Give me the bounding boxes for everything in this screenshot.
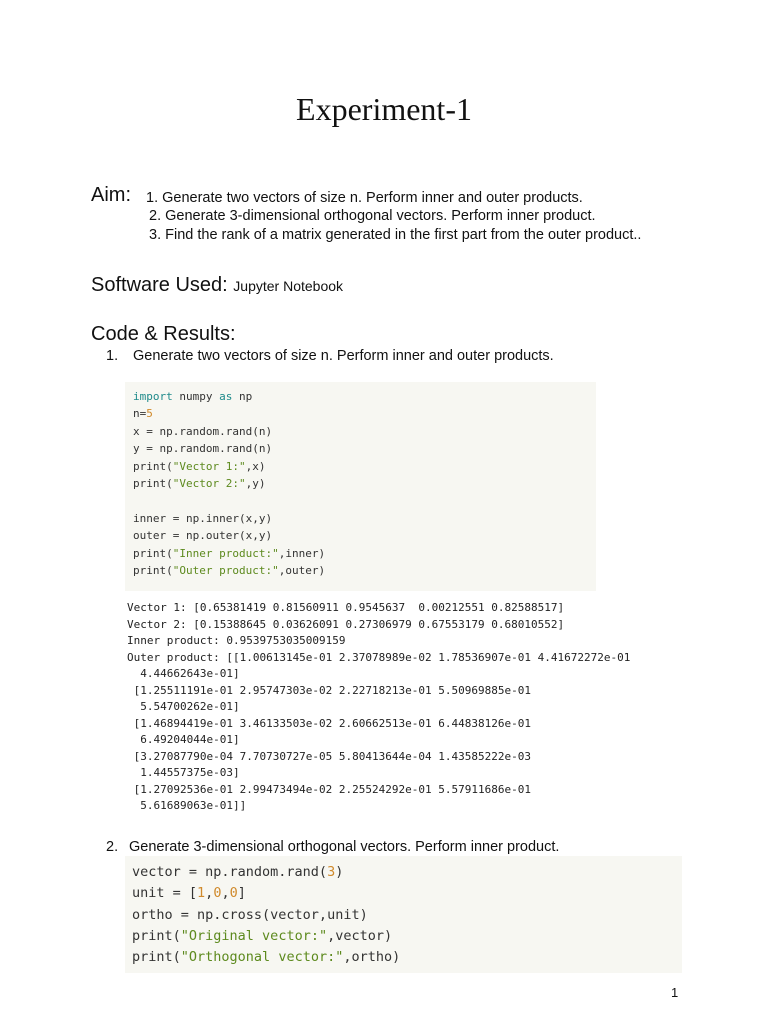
code-block-2 (125, 856, 682, 973)
output-line: [1.25511191e-01 2.95747303e-02 2.22718213e-01 5.50969885e-01 (127, 683, 531, 697)
aim-label: Aim: (91, 184, 131, 206)
software-used (91, 274, 343, 297)
step-1 (106, 348, 554, 364)
code-results-heading: Code & Results: (91, 323, 236, 345)
page-title: Experiment-1 (296, 91, 472, 127)
output-line: Vector 2: [0.15388645 0.03626091 0.27306979 0.67553179 0.68010552] (127, 617, 565, 631)
code-line: n=5 (133, 407, 153, 421)
code-line: x = np.random.rand(n) (133, 424, 273, 438)
output-line: Inner product: 0.9539753035009159 (127, 634, 346, 647)
step-2-number: 2. (106, 839, 119, 855)
aim-item-2: 2. Generate 3-dimensional orthogonal vectors. Perform inner product. (149, 208, 596, 224)
code-line: import numpy as np (133, 390, 253, 403)
output-line: [1.27092536e-01 2.99473494e-02 2.25524292e-01 5.57911686e-01 (127, 782, 531, 796)
code-line: print("Inner product:",inner) (133, 546, 326, 560)
code-blank-line (133, 492, 588, 509)
output-line: 5.61689063e-01]] (127, 799, 247, 812)
output-line: 6.49204044e-01] (127, 733, 240, 746)
step-1-number: 1. (106, 348, 119, 364)
code-line: vector = np.random.rand(3) (132, 864, 344, 880)
output-line: 1.44557375e-03] (127, 766, 240, 779)
step-2 (106, 839, 559, 855)
output-line: [3.27087790e-04 7.70730727e-05 5.80413644e-04 1.43585222e-03 (127, 749, 531, 763)
software-label: Software Used: (91, 274, 228, 296)
code-line: outer = np.outer(x,y) (133, 529, 273, 543)
output-line: 4.44662643e-01] (127, 667, 240, 680)
code-line: inner = np.inner(x,y) (133, 511, 273, 525)
output-line: Outer product: [[1.00613145e-01 2.37078989e-02 1.78536907e-01 4.41672272e-01 (127, 650, 631, 664)
step-1-text: Generate two vectors of size n. Perform inner and outer products. (133, 348, 554, 364)
output-line: Vector 1: [0.65381419 0.81560911 0.9545637 0.00212551 0.82588517] (127, 601, 565, 614)
code-line: y = np.random.rand(n) (133, 442, 273, 456)
software-value: Jupyter Notebook (233, 278, 344, 294)
code-line: print("Original vector:",vector) (132, 927, 393, 944)
code-line: print("Orthogonal vector:",ortho) (132, 949, 401, 966)
code-line: print("Vector 2:",y) (133, 476, 266, 490)
step-2-text: Generate 3-dimensional orthogonal vectors. Perform inner product. (129, 839, 560, 855)
output-line: 5.54700262e-01] (127, 700, 240, 713)
code-block-1 (125, 382, 596, 591)
code-line: print("Outer product:",outer) (133, 563, 326, 577)
code-line: unit = [1,0,0] (132, 885, 246, 902)
code-line: ortho = np.cross(vector,unit) (132, 906, 368, 923)
aim-item-1: 1. Generate two vectors of size n. Perform inner and outer products. (146, 190, 583, 206)
page-number: 1 (671, 985, 679, 1000)
aim-item-3: 3. Find the rank of a matrix generated in the first part from the outer product.. (149, 227, 642, 243)
output-block-1 (127, 600, 687, 815)
output-line: [1.46894419e-01 3.46133503e-02 2.60662513e-01 6.44838126e-01 (127, 716, 531, 730)
code-line: print("Vector 1:",x) (133, 459, 266, 473)
